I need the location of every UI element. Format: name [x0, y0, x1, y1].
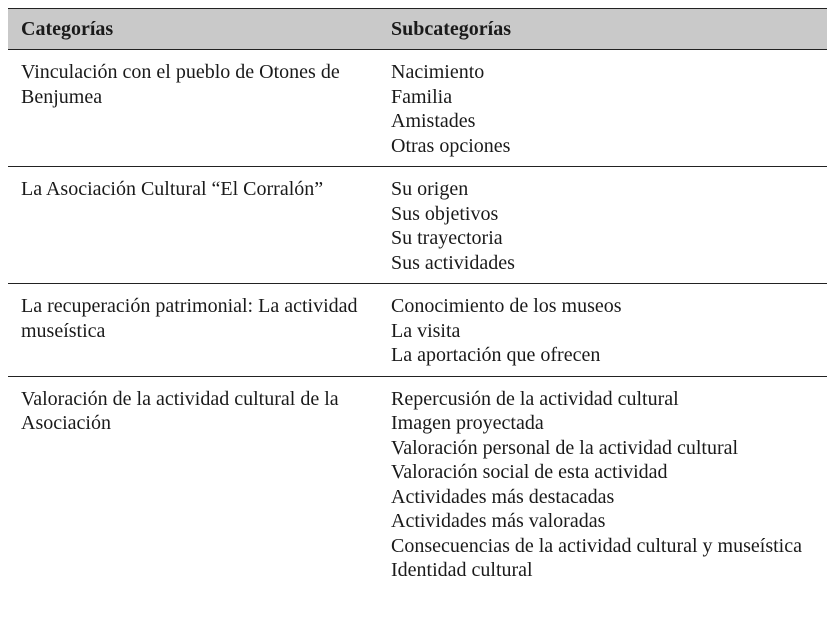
subcategory-cell	[378, 50, 827, 166]
subcategory-item: Nacimiento	[391, 61, 485, 83]
table-header	[8, 9, 827, 50]
table-row	[8, 167, 827, 284]
table-row	[8, 284, 827, 377]
subcategory-item: Actividades más destacadas	[391, 485, 615, 508]
category-cell: Vinculación con el pueblo de Otones de Benjumea	[21, 61, 340, 108]
subcategory-item: Actividades más valoradas	[391, 510, 606, 532]
table-row	[8, 50, 827, 167]
subcategory-cell	[378, 377, 827, 591]
category-cell: Valoración de la actividad cultural de la Asociación	[21, 387, 339, 434]
category-cell: La Asociación Cultural “El Corralón”	[21, 178, 324, 200]
category-cell: La recuperación patrimonial: La actividad museística	[21, 295, 358, 342]
subcategory-item: Repercusión de la actividad cultural	[391, 387, 679, 410]
subcategory-item: Amistades	[391, 110, 476, 132]
header-categorias: Categorías	[21, 17, 114, 40]
subcategory-item: Imagen proyectada	[391, 412, 544, 434]
categories-table	[8, 8, 827, 591]
subcategory-item: Su trayectoria	[391, 227, 503, 249]
subcategory-item: La aportación que ofrecen	[391, 344, 601, 366]
subcategory-item: Otras opciones	[391, 134, 511, 157]
subcategory-item: Consecuencias de la actividad cultural y museística	[391, 534, 802, 557]
subcategory-item: Identidad cultural	[391, 559, 533, 581]
subcategory-item: Valoración social de esta actividad	[391, 461, 668, 483]
subcategory-item: Sus actividades	[391, 251, 515, 274]
header-subcategorias: Subcategorías	[391, 17, 511, 40]
subcategory-cell	[378, 167, 827, 283]
subcategory-cell	[378, 284, 827, 376]
subcategory-item: La visita	[391, 319, 461, 342]
subcategory-item: Conocimiento de los museos	[391, 295, 622, 317]
subcategory-item: Su origen	[391, 178, 469, 200]
subcategory-item: Familia	[391, 85, 453, 108]
subcategory-item: Sus objetivos	[391, 202, 499, 225]
table-row	[8, 377, 827, 591]
subcategory-item: Valoración personal de la actividad cultural	[391, 436, 739, 459]
